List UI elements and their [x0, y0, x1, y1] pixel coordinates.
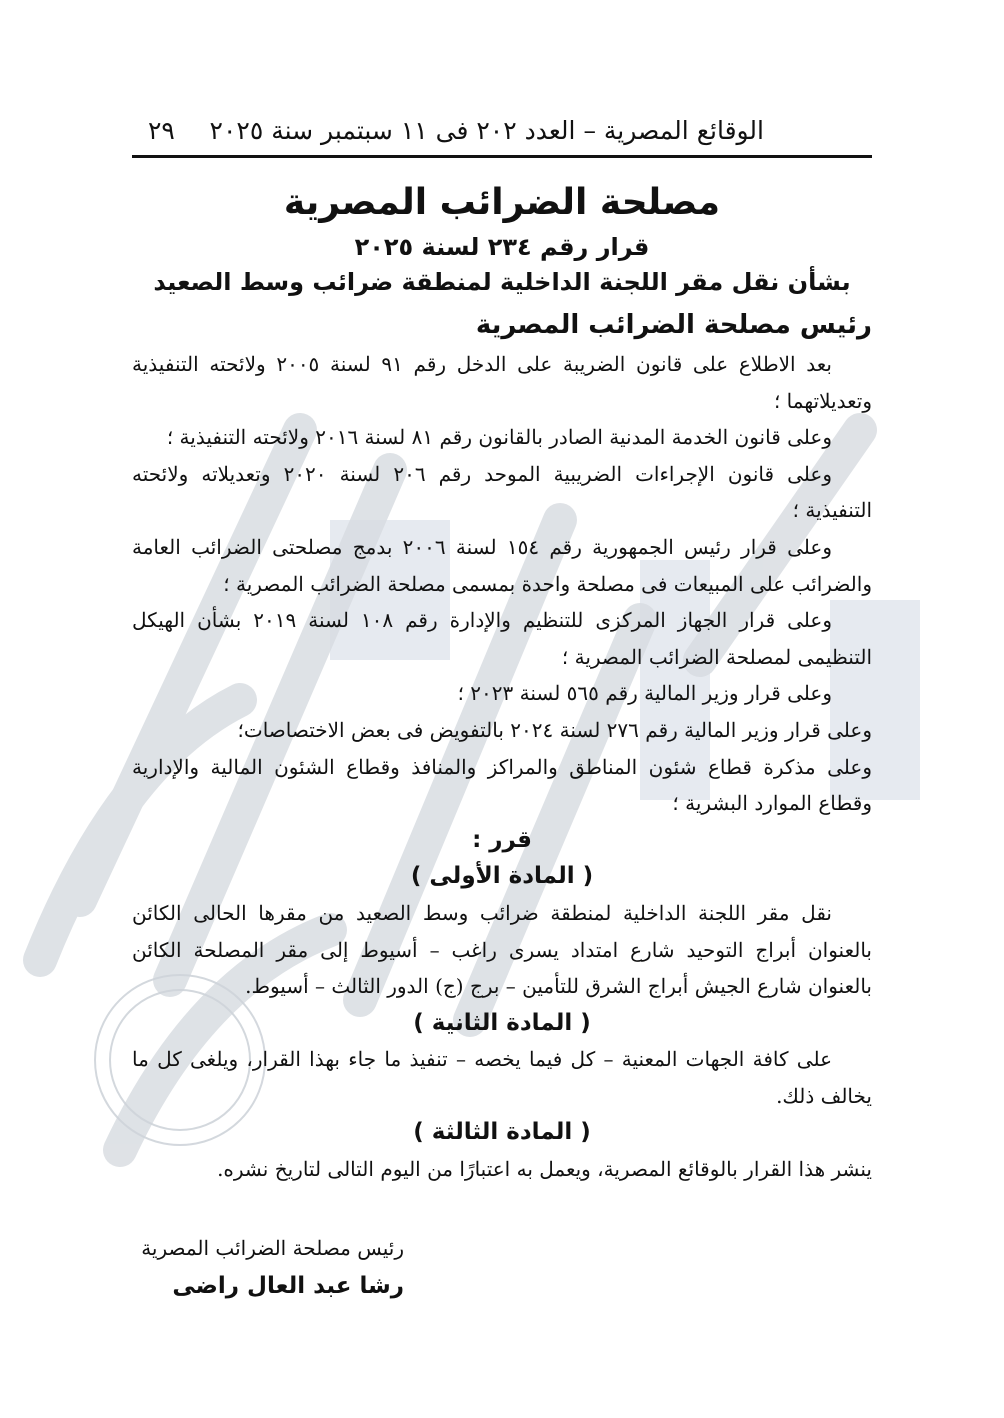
- preamble-clause: وعلى قرار الجهاز المركزى للتنظيم والإدارة رقم ١٠٨ لسنة ٢٠١٩ بشأن الهيكل التنظيمى لمصلحة الضرائب المصرية ؛: [132, 608, 872, 669]
- preamble-clause: وعلى قانون الإجراءات الضريبية الموحد رقم ٢٠٦ لسنة ٢٠٢٠ وتعديلاته ولائحته التنفيذية ؛: [132, 461, 872, 523]
- signatory-title: رئيس مصلحة الضرائب المصرية: [141, 1236, 404, 1260]
- preamble-clause: وعلى قرار وزير المالية رقم ٥٦٥ لسنة ٢٠٢٣ ؛: [457, 681, 832, 706]
- page-number: ٢٩: [148, 116, 175, 145]
- signatory-name: رشا عبد العال راضى: [172, 1273, 404, 1299]
- article-heading: ( المادة الأولى ): [410, 863, 594, 890]
- preamble-clause: بعد الاطلاع على قانون الضريبة على الدخل رقم ٩١ لسنة ٢٠٠٥ ولائحته التنفيذية وتعديلاتهما ؛: [132, 352, 872, 413]
- preamble-clause: وعلى قرار رئيس الجمهورية رقم ١٥٤ لسنة ٢٠٠٦ بدمج مصلحتى الضرائب العامة والضرائب على المبيعات فى مصلحة واحدة بمسمى مصلحة الضرائب المصرية ؛: [132, 534, 872, 596]
- article-text: نقل مقر اللجنة الداخلية لمنطقة ضرائب وسط الصعيد من مقرها الحالى الكائن بالعنوان أبراج التوحيد شارع امتداد يسرى راغب – أسيوط إلى مقر المصلحة الكائن بالعنوان شارع الجيش أبراج الشرق للتأمين – برج (ج) الدور الثالث – أسيوط.: [132, 900, 872, 999]
- article-heading: ( المادة الثانية ): [413, 1009, 591, 1036]
- decree-number: قرار رقم ٢٣٤ لسنة ٢٠٢٥: [354, 233, 650, 261]
- article-text: على كافة الجهات المعنية – كل فيما يخصه – تنفيذ ما جاء بهذا القرار، ويلغى كل ما يخالف ذلك.: [132, 1047, 872, 1108]
- authority-title: مصلحة الضرائب المصرية: [283, 182, 721, 223]
- decree-subject: بشأن نقل مقر اللجنة الداخلية لمنطقة ضرائب وسط الصعيد: [153, 268, 851, 296]
- issuer-title: رئيس مصلحة الضرائب المصرية: [475, 310, 872, 340]
- preamble-clause: وعلى قرار وزير المالية رقم ٢٧٦ لسنة ٢٠٢٤ بالتفويض فى بعض الاختصاصات؛: [237, 717, 872, 742]
- decided-heading: قرر :: [472, 826, 532, 853]
- article-text: ينشر هذا القرار بالوقائع المصرية، ويعمل به اعتبارًا من اليوم التالى لتاريخ نشره.: [217, 1157, 872, 1182]
- article-heading: ( المادة الثالثة ): [413, 1119, 591, 1146]
- header-rule: [132, 155, 872, 158]
- gazette-issue-title: الوقائع المصرية – العدد ٢٠٢ فى ١١ سبتمبر سنة ٢٠٢٥: [209, 116, 764, 145]
- page-header: [130, 112, 874, 152]
- preamble-clause: وعلى قانون الخدمة المدنية الصادر بالقانون رقم ٨١ لسنة ٢٠١٦ ولائحته التنفيذية ؛: [166, 425, 832, 450]
- preamble-clause: وعلى مذكرة قطاع شئون المناطق والمراكز والمنافذ وقطاع الشئون المالية والإدارية وقطاع الموارد البشرية ؛: [132, 754, 872, 816]
- decree-body: [132, 346, 872, 1188]
